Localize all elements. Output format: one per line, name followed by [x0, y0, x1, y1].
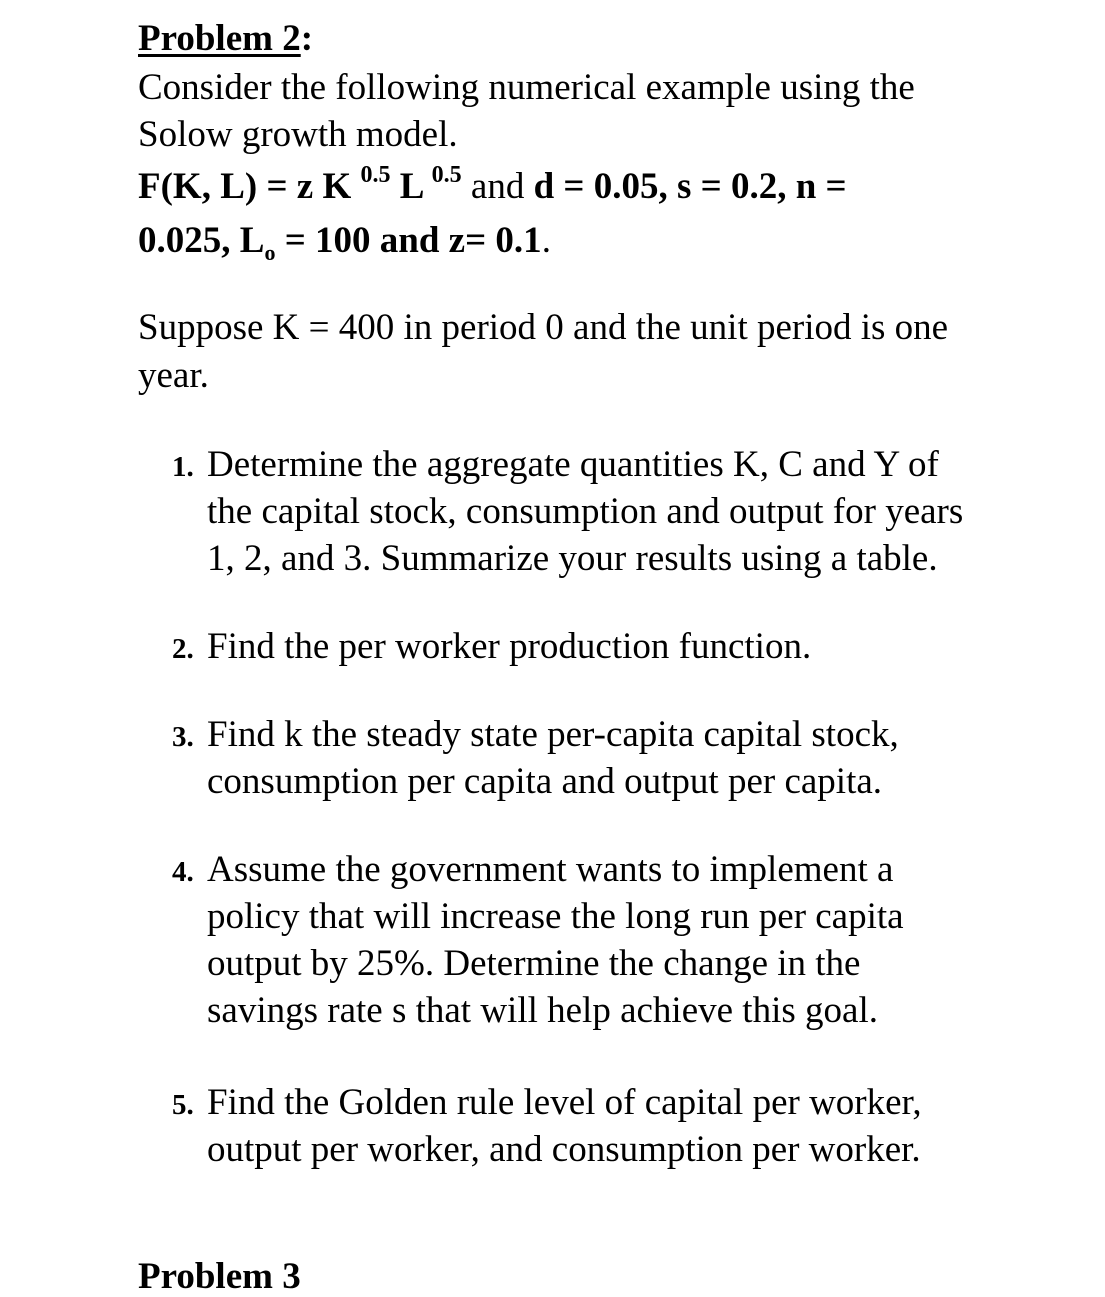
- question-line: Find the per worker production function.: [207, 626, 812, 667]
- formula-lhs: F(K, L) = z K: [138, 166, 361, 207]
- question-number: 4.: [172, 856, 194, 888]
- problem-title-colon: :: [300, 18, 314, 59]
- intro-line: Solow growth model.: [138, 114, 458, 155]
- intro-line: Consider the following numerical example using the: [138, 67, 915, 108]
- question-number: 2.: [172, 633, 194, 665]
- question-line: Assume the government wants to implement a: [207, 849, 894, 890]
- question-number: 3.: [172, 721, 194, 753]
- question-line: output per worker, and consumption per worker.: [207, 1129, 921, 1170]
- formula-and: and: [461, 166, 534, 207]
- question-text: [207, 711, 899, 805]
- formula-params-1: d = 0.05, s = 0.2, n =: [533, 166, 847, 207]
- question-text: [207, 1079, 922, 1173]
- formula-period: .: [541, 220, 551, 261]
- exponent-k: 0.5: [360, 162, 391, 188]
- problem-title: [138, 16, 313, 62]
- exponent-l: 0.5: [431, 162, 462, 188]
- question-line: consumption per capita and output per capita.: [207, 761, 883, 802]
- formula-mid: L: [390, 166, 432, 207]
- question-line: policy that will increase the long run per capita: [207, 896, 904, 937]
- production-function: [138, 162, 1038, 270]
- problem-title-label: Problem 2: [138, 18, 301, 59]
- assumption-paragraph: [138, 304, 1058, 400]
- question-text: [207, 441, 963, 582]
- next-problem-heading: Problem 3: [138, 1256, 301, 1297]
- question-line: 1, 2, and 3. Summarize your results using a table.: [207, 538, 938, 579]
- formula-params-2a: 0.025, L: [138, 220, 265, 261]
- formula-line-1: [138, 162, 1038, 216]
- question-line: Find the Golden rule level of capital per worker,: [207, 1082, 922, 1123]
- question-line: output by 25%. Determine the change in the: [207, 943, 861, 984]
- question-line: the capital stock, consumption and output for years: [207, 491, 964, 532]
- l-subscript: o: [264, 240, 276, 265]
- question-line: Determine the aggregate quantities K, C and Y of: [207, 444, 939, 485]
- assumption-line: Suppose K = 400 in period 0 and the unit period is one: [138, 307, 949, 348]
- question-text: [207, 623, 811, 670]
- question-text: [207, 846, 904, 1034]
- question-line: savings rate s that will help achieve this goal.: [207, 990, 878, 1031]
- problem-intro: [138, 64, 1038, 158]
- assumption-line: year.: [138, 355, 209, 396]
- next-problem-heading-cutoff: [138, 1240, 318, 1297]
- formula-params-2b: = 100 and z= 0.1: [275, 220, 542, 261]
- question-number: 1.: [172, 451, 194, 483]
- question-number: 5.: [172, 1089, 194, 1121]
- formula-line-2: [138, 216, 1038, 270]
- question-line: Find k the steady state per-capita capital stock,: [207, 714, 899, 755]
